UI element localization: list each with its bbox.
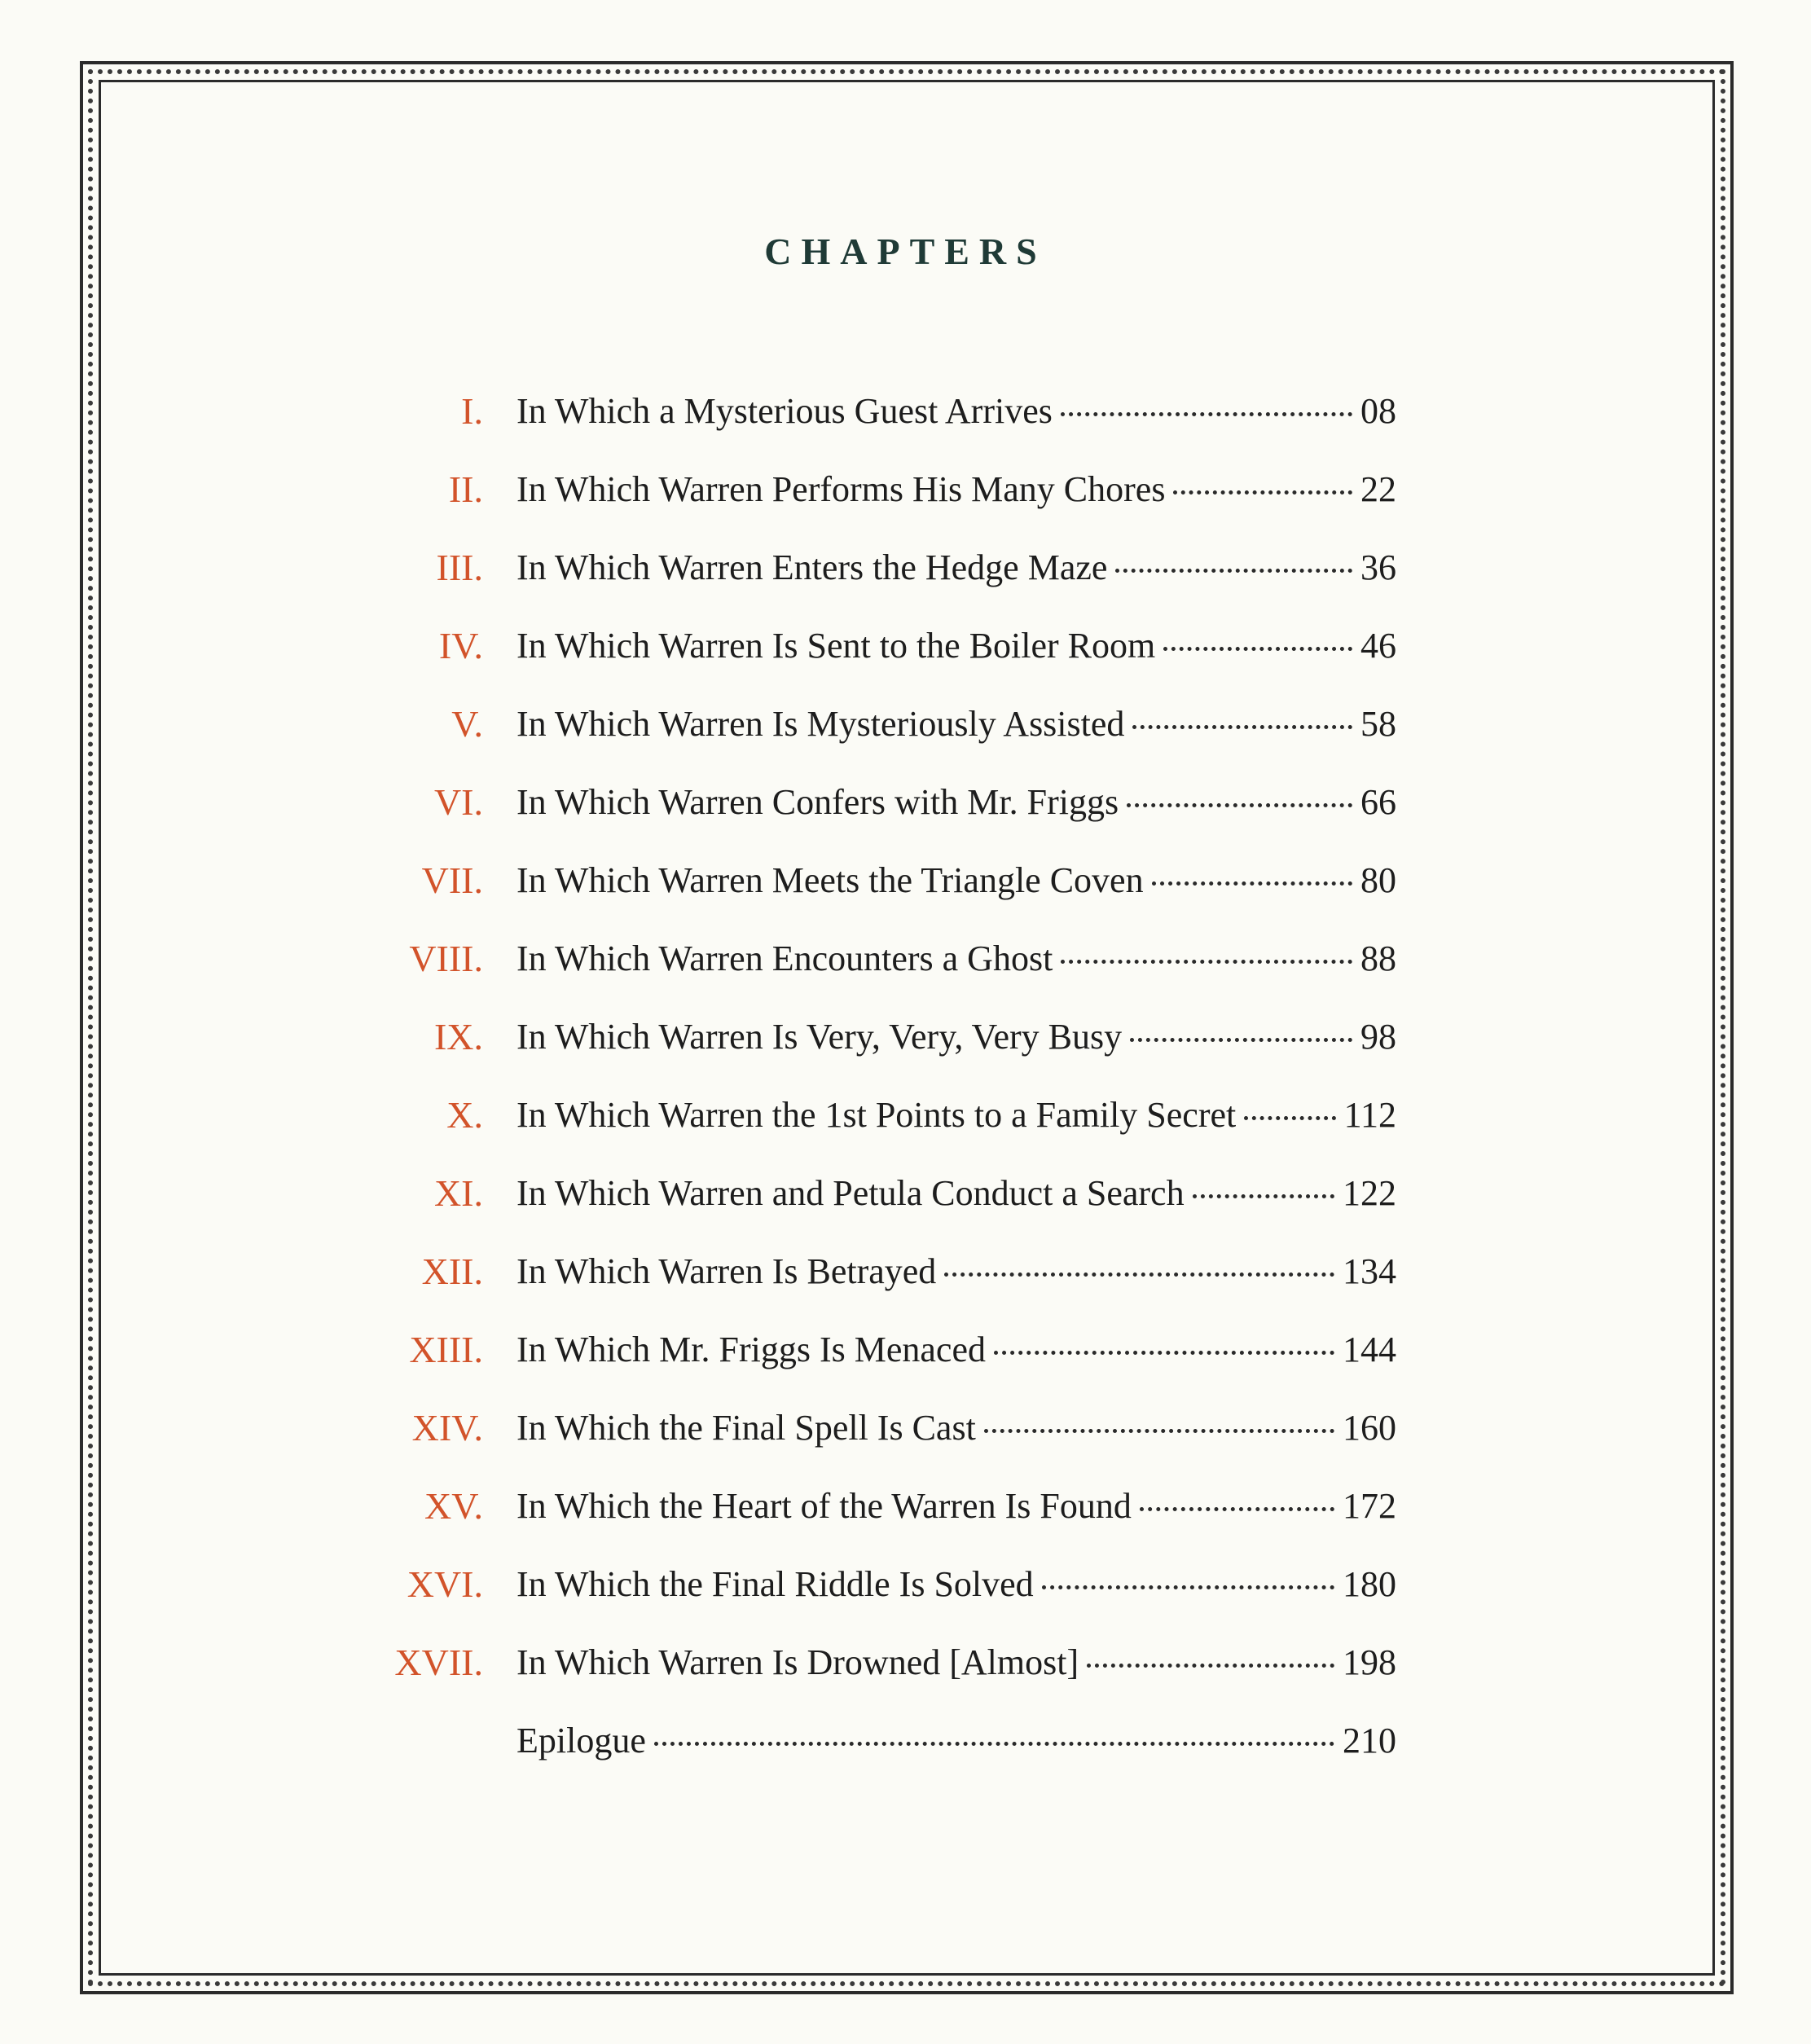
chapter-number: X. [446,1094,483,1136]
page-number: 36 [1360,547,1396,587]
chapter-title: In Which Warren Confers with Mr. Friggs [516,782,1119,822]
chapter-title: In Which a Mysterious Guest Arrives [516,391,1053,431]
toc-row [0,1712,1811,1769]
toc-entry [516,1556,1396,1613]
toc-entry [516,774,1396,831]
chapter-number: XII. [421,1251,483,1292]
dot-leader [1061,960,1352,964]
chapter-number: VII. [421,859,483,901]
chapter-number: XI. [433,1172,483,1214]
chapter-title: In Which the Final Riddle Is Solved [516,1564,1034,1604]
toc-entry [516,1478,1396,1535]
chapter-number: III. [436,547,483,588]
toc-row [0,774,1811,831]
toc-entry [516,1243,1396,1300]
chapter-title: In Which Warren Is Mysteriously Assisted [516,704,1125,744]
chapter-title: In Which the Final Spell Is Cast [516,1408,976,1448]
chapter-title: In Which Warren Performs His Many Chores [516,469,1166,509]
dot-leader [1130,1038,1352,1042]
toc-entry [516,1712,1396,1769]
toc-entry [516,1087,1396,1144]
page-number: 66 [1360,782,1396,822]
dot-leader [994,1351,1334,1355]
toc-entry [516,1165,1396,1222]
chapter-number: XIV. [411,1407,483,1448]
chapter-number: VI. [433,781,483,823]
toc-entry [516,696,1396,753]
toc-entry [516,1400,1396,1457]
dot-leader [1061,412,1352,416]
page-number: 08 [1360,391,1396,431]
toc-row [0,930,1811,987]
chapter-number: I. [461,390,483,432]
chapter-number: II. [448,468,483,510]
dot-leader [1173,490,1352,495]
chapter-title: In Which Warren Is Drowned [Almost] [516,1642,1079,1682]
toc-entry [516,383,1396,440]
dot-leader [1193,1194,1334,1198]
page-number: 98 [1360,1017,1396,1057]
chapter-number: XV. [424,1485,483,1527]
page-number: 134 [1343,1251,1396,1291]
chapter-title: In Which Warren Enters the Hedge Maze [516,547,1108,587]
toc-row [0,1634,1811,1691]
toc-row [0,1087,1811,1144]
chapter-number: VIII. [409,938,483,979]
toc-entry [516,1321,1396,1378]
page-number: 210 [1343,1721,1396,1760]
chapter-title: In Which Warren Is Sent to the Boiler Room [516,626,1156,666]
dot-leader [1127,803,1352,807]
dot-leader [1163,647,1352,651]
toc-entry [516,1009,1396,1066]
chapter-number: XVII. [394,1642,483,1683]
chapter-number: XIII. [409,1329,483,1370]
dot-leader [1140,1507,1334,1511]
toc-entry [516,1634,1396,1691]
toc-row [0,1478,1811,1535]
page-number: 122 [1343,1173,1396,1213]
chapter-title: Epilogue [516,1721,646,1760]
dot-leader [654,1742,1334,1746]
page-number: 160 [1343,1408,1396,1448]
dot-leader [984,1429,1334,1433]
dot-leader [1042,1585,1334,1589]
chapter-number: IV. [438,625,483,666]
toc-row [0,1321,1811,1378]
page-number: 46 [1360,626,1396,666]
chapter-title: In Which Warren Meets the Triangle Coven [516,860,1144,900]
toc-entry [516,539,1396,596]
dot-leader [1132,725,1352,729]
toc-entry [516,930,1396,987]
chapter-title: In Which Warren Encounters a Ghost [516,938,1053,978]
toc-row [0,1009,1811,1066]
toc-entry [516,461,1396,518]
toc-row [0,1556,1811,1613]
page-number: 22 [1360,469,1396,509]
chapter-title: In Which Warren the 1st Points to a Family Secret [516,1095,1237,1135]
page-number: 88 [1360,938,1396,978]
page-number: 112 [1343,1095,1396,1135]
chapter-number: IX. [433,1016,483,1057]
dot-leader [1115,569,1352,573]
page-number: 198 [1343,1642,1396,1682]
dot-leader [1087,1664,1334,1668]
chapter-title: In Which Mr. Friggs Is Menaced [516,1330,986,1369]
page-title: CHAPTERS [764,231,1047,272]
toc-entry [516,852,1396,909]
toc-entry [516,618,1396,675]
toc-row [0,696,1811,753]
chapter-title: In Which Warren Is Very, Very, Very Busy [516,1017,1123,1057]
dot-leader [1152,881,1352,886]
chapter-title: In Which Warren and Petula Conduct a Search [516,1173,1185,1213]
page-number: 144 [1343,1330,1396,1369]
page-number: 80 [1360,860,1396,900]
toc-row [0,539,1811,596]
toc-row [0,383,1811,440]
chapter-number: XVI. [407,1563,483,1605]
page-number: 180 [1343,1564,1396,1604]
page-number: 172 [1343,1486,1396,1526]
chapter-title: In Which the Heart of the Warren Is Found [516,1486,1132,1526]
page-number: 58 [1360,704,1396,744]
chapter-title: In Which Warren Is Betrayed [516,1251,937,1291]
dot-leader [1244,1116,1335,1120]
toc-row [0,1243,1811,1300]
toc-row [0,852,1811,909]
chapter-number: V. [451,703,483,745]
toc-row [0,1165,1811,1222]
toc-row [0,1400,1811,1457]
toc-row [0,461,1811,518]
toc-row [0,618,1811,675]
dot-leader [944,1273,1334,1277]
